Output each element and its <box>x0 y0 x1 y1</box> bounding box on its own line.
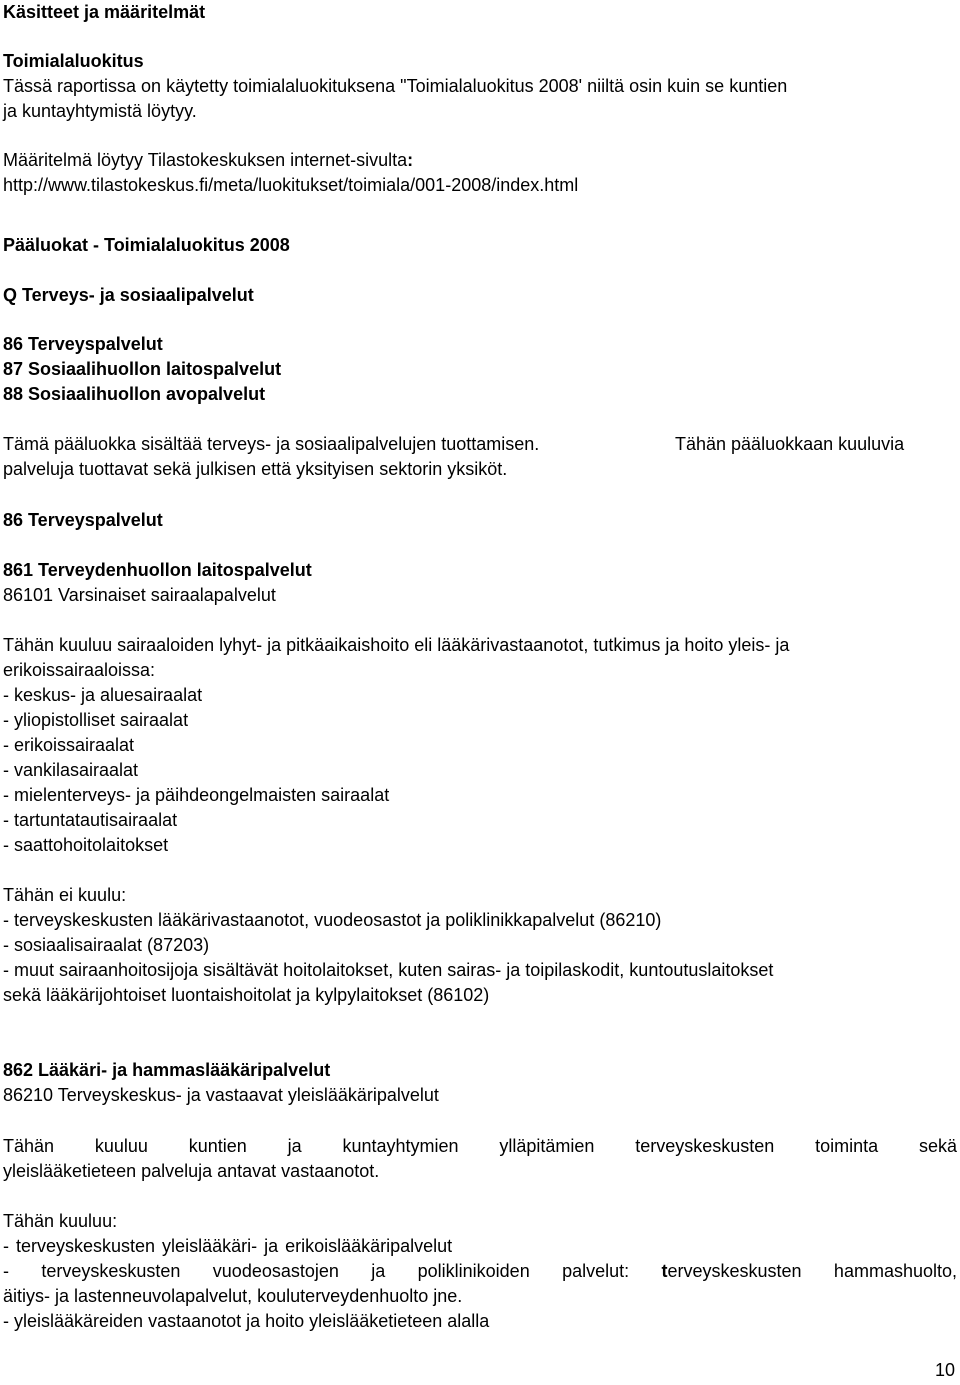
main-class-item: 87 Sosiaalihuollon laitospalvelut <box>3 359 282 379</box>
q-class-heading: Q Terveys- ja sosiaalipalvelut <box>3 285 254 305</box>
main-classes-heading: Pääluokat - Toimialaluokitus 2008 <box>3 235 290 255</box>
main-class-item: 86 Terveyspalvelut <box>3 334 163 354</box>
s861-subclass: 86101 Varsinaiset sairaalapalvelut <box>3 585 276 605</box>
url-line <box>3 173 578 198</box>
inclusion-heading: Tähän kuuluu: <box>3 1211 118 1231</box>
list-item: - yleislääkäreiden vastaanotot ja hoito yleislääketieteen alalla <box>3 1311 490 1331</box>
list-item: - vankilasairaalat <box>3 760 139 780</box>
s86-heading: 86 Terveyspalvelut <box>3 510 163 530</box>
list-item-bold-letter: t <box>661 1261 668 1281</box>
list-item: - tartuntatautisairaalat <box>3 810 178 830</box>
definition-text: Määritelmä löytyy Tilastokeskuksen internet-sivulta <box>3 150 408 170</box>
list-item: sekä lääkärijohtoiset luontaishoitolat ja kylpylaitokset (86102) <box>3 985 490 1005</box>
section-title: Käsitteet ja määritelmät <box>3 2 206 22</box>
s862-subclass: 86210 Terveyskeskus- ja vastaavat yleislääkäripalvelut <box>3 1085 439 1105</box>
list-item: - sosiaalisairaalat (87203) <box>3 935 210 955</box>
paragraph-line: Tässä raportissa on käytetty toimialaluokituksena "Toimialaluokitus 2008' niiltä osin kuin se kuntien <box>3 76 788 96</box>
list-item: - terveyskeskusten lääkärivastaanotot, vuodeosastot ja poliklinikkapalvelut (86210) <box>3 910 662 930</box>
list-item: - muut sairaanhoitosijoja sisältävät hoitolaitokset, kuten sairas- ja toipilaskodit, kuntoutuslaitokset <box>3 960 774 980</box>
main-class-item: 88 Sosiaalihuollon avopalvelut <box>3 384 266 404</box>
list-item-text: erveyskeskusten hammashuolto, <box>667 1261 957 1281</box>
paragraph-line: yleislääketieteen palveluja antavat vastaanotot. <box>3 1161 380 1181</box>
definition-colon: : <box>407 150 414 170</box>
definition-line <box>3 148 413 173</box>
paragraph-line: Tähän kuuluu sairaaloiden lyhyt- ja pitkäaikaishoito eli lääkärivastaanotot, tutkimus ja hoito yleis- ja <box>3 635 790 655</box>
s861-heading: 861 Terveydenhuollon laitospalvelut <box>3 560 312 580</box>
toimialaluokitus-heading: Toimialaluokitus <box>3 51 144 71</box>
paragraph-line: ja kuntayhtymistä löytyy. <box>3 101 197 121</box>
exclusion-heading: Tähän ei kuulu: <box>3 885 127 905</box>
paragraph-line: Tähän kuuluu kuntien ja kuntayhtymien ylläpitämien terveyskeskusten toiminta sekä <box>3 1136 957 1156</box>
list-item-text: - terveyskeskusten vuodeosastojen ja poliklinikoiden palvelut: <box>3 1261 630 1281</box>
list-item: - keskus- ja aluesairaalat <box>3 685 203 705</box>
page-number: 10 <box>934 1360 955 1380</box>
list-item <box>3 1259 957 1284</box>
s862-heading: 862 Lääkäri- ja hammaslääkäripalvelut <box>3 1060 331 1080</box>
list-item: - erikoissairaalat <box>3 735 135 755</box>
description-line: palveluja tuottavat sekä julkisen että yksityisen sektorin yksiköt. <box>3 459 508 479</box>
description-line <box>3 432 539 457</box>
classification-url-link[interactable]: http://www.tilastokeskus.fi/meta/luokitukset/toimiala/001-2008/index.html <box>3 175 579 195</box>
paragraph-line: erikoissairaaloissa: <box>3 660 156 680</box>
list-item: - yliopistolliset sairaalat <box>3 710 189 730</box>
description-text: Tähän pääluokkaan kuuluvia <box>675 434 905 454</box>
list-item: äitiys- ja lastenneuvolapalvelut, kouluterveydenhuolto jne. <box>3 1286 463 1306</box>
list-item: - mielenterveys- ja päihdeongelmaisten sairaalat <box>3 785 390 805</box>
list-item: - terveyskeskusten yleislääkäri- ja erikoislääkäripalvelut <box>3 1236 453 1256</box>
list-item: - saattohoitolaitokset <box>3 835 169 855</box>
description-text: Tämä pääluokka sisältää terveys- ja sosiaalipalvelujen tuottamisen. <box>3 434 540 454</box>
